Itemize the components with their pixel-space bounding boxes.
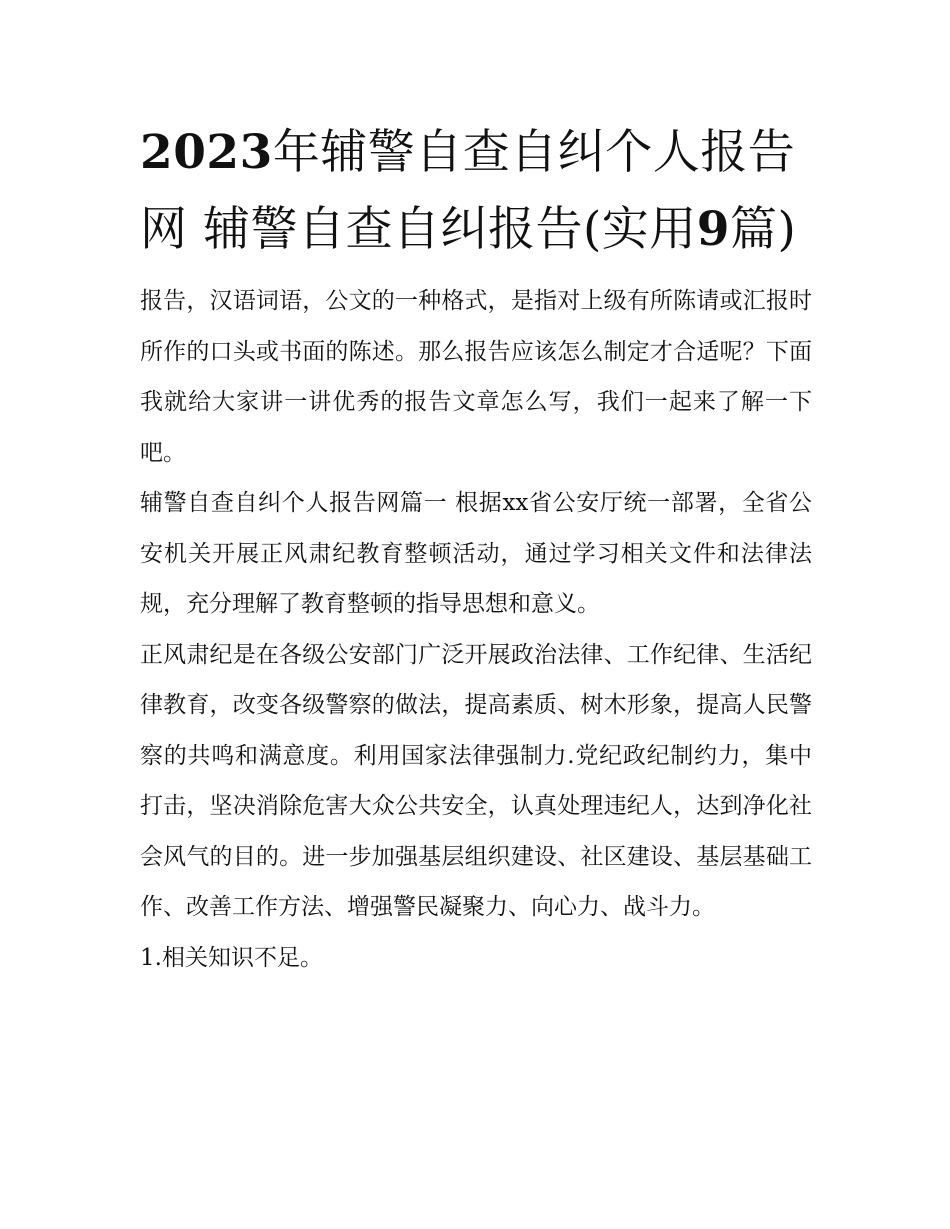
document-title: 2023年辅警自查自纠个人报告网 辅警自查自纠报告(实用9篇)	[140, 125, 797, 257]
paragraph-discipline: 正风肃纪是在各级公安部门广泛开展政治法律、工作纪律、生活纪律教育，改变各级警察的做法，提高素质、树木形象，提高人民警察的共鸣和满意度。利用国家法律强制力.党纪政纪制约力，集中打击，坚决消除危害大众公共安全，认真处理违纪人，达到净化社会风气的目的。进一步加强基层组织建设、社区建设、基层基础工作、改善工作方法、增强警民凝聚力、向心力、战斗力。	[140, 641, 812, 920]
paragraph-intro: 报告，汉语词语，公文的一种格式，是指对上级有所陈请或汇报时所作的口头或书面的陈述。那么报告应该怎么制定才合适呢？下面我就给大家讲一讲优秀的报告文章怎么写，我们一起来了解一下吧。	[140, 288, 812, 466]
paragraph-section-one: 辅警自查自纠个人报告网篇一 根据xx省公安厅统一部署，全省公安机关开展正风肃纪教育整顿活动，通过学习相关文件和法律法规，充分理解了教育整顿的指导思想和意义。	[140, 490, 812, 617]
paragraph-list-item-1: 1.相关知识不足。	[140, 944, 323, 971]
document-body	[140, 114, 812, 983]
